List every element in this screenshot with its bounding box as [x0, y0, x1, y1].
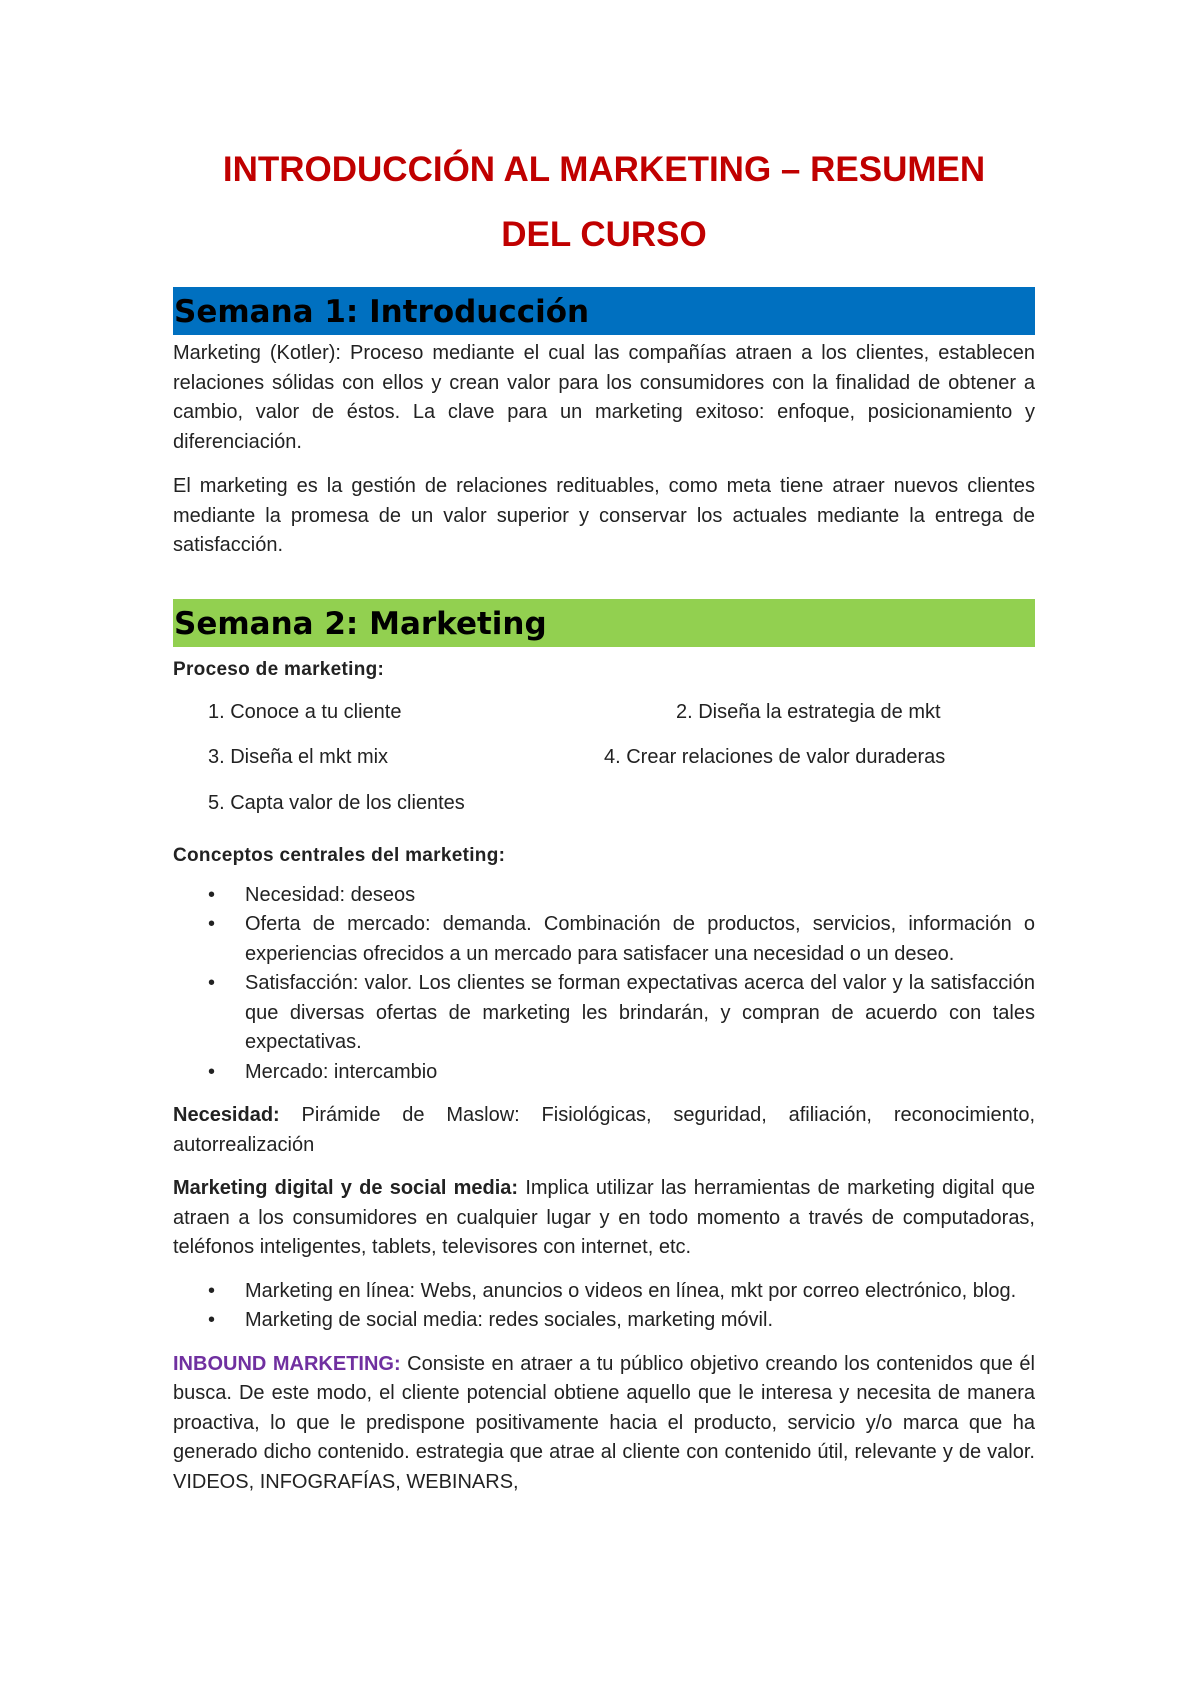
need-label: Necesidad: [173, 1104, 280, 1126]
bullet-icon: • [208, 913, 216, 935]
document-title [173, 137, 1035, 267]
digital-paragraph: Marketing digital y de social media: Implica utilizar las herramientas de marketing digital que atraen a los consumidores en cualquier lugar y en todo momento a través de computadoras, teléfonos inteligentes, tablets, televisores con internet, etc. [173, 1177, 1035, 1258]
bullet-icon: • [208, 1279, 216, 1302]
process-step-1: 1. Conoce a tu cliente [208, 701, 402, 723]
digital-list [173, 1277, 1035, 1336]
process-steps [173, 684, 1035, 839]
list-item: • Marketing de social media: redes sociales, marketing móvil. [173, 1306, 1035, 1336]
inbound-paragraph: INBOUND MARKETING: Consiste en atraer a tu público objetivo creando los contenidos que él busca. De este modo, el cliente potencial obtiene aquello que le interesa y necesita de manera proactiva, lo que le predispone positivamente hacia el producto, servicio y/o marca que ha generado dicho contenido. estrategia que atrae al cliente con contenido útil, relevante y de valor. VIDEOS, INFOGRAFÍAS, WEBINARS, [173, 1352, 1035, 1493]
week1-paragraph-2: El marketing es la gestión de relaciones redituables, como meta tiene atraer nuevos clientes mediante la promesa de un valor superior y conservar los actuales mediante la entrega de satisfacción. [173, 475, 1035, 556]
need-paragraph: Necesidad: Pirámide de Maslow: Fisiológicas, seguridad, afiliación, reconocimiento, autorrealización [173, 1104, 1035, 1156]
bullet-icon: • [208, 972, 216, 994]
week2-heading: Semana 2: Marketing [173, 599, 1035, 647]
document-page [173, 0, 1035, 1497]
process-step-3: 3. Diseña el mkt mix [208, 746, 389, 768]
process-title: Proceso de marketing: [173, 658, 385, 680]
title-line-2: DEL CURSO [501, 215, 707, 254]
week1-heading: Semana 1: Introducción [173, 287, 1035, 335]
list-item: • Marketing en línea: Webs, anuncios o videos en línea, mkt por correo electrónico, blog. [173, 1277, 1035, 1307]
process-step-5: 5. Capta valor de los clientes [208, 792, 465, 814]
list-item: • Oferta de mercado: demanda. Combinación de productos, servicios, información o experiencias ofrecidos a un mercado para satisfacer una necesidad o un deseo. [173, 910, 1035, 969]
process-step-2: 2. Diseña la estrategia de mkt [676, 701, 941, 723]
bullet-icon: • [208, 883, 216, 906]
list-item: • Mercado: intercambio [173, 1058, 1035, 1088]
list-item: • Satisfacción: valor. Los clientes se forman expectativas acerca del valor y la satisfacción que diversas ofertas de marketing les brindarán, y compran de acuerdo con tales expectativas. [173, 969, 1035, 1058]
concepts-list [173, 881, 1035, 1088]
concepts-title: Conceptos centrales del marketing: [173, 845, 506, 866]
week1-paragraph-1: Marketing (Kotler): Proceso mediante el cual las compañías atraen a los clientes, establecen relaciones sólidas con ellos y crean valor para los consumidores con la finalidad de obtener a cambio, valor de éstos. La clave para un marketing exitoso: enfoque, posicionamiento y diferenciación. [173, 342, 1035, 453]
list-item: • Necesidad: deseos [173, 881, 1035, 911]
process-step-4: 4. Crear relaciones de valor duraderas [604, 746, 946, 768]
bullet-icon: • [208, 1309, 216, 1331]
bullet-icon: • [208, 1060, 216, 1083]
title-line-1: INTRODUCCIÓN AL MARKETING – RESUMEN [222, 150, 986, 189]
digital-label: Marketing digital y de social media: [173, 1177, 519, 1199]
inbound-label: INBOUND MARKETING: [173, 1352, 401, 1375]
